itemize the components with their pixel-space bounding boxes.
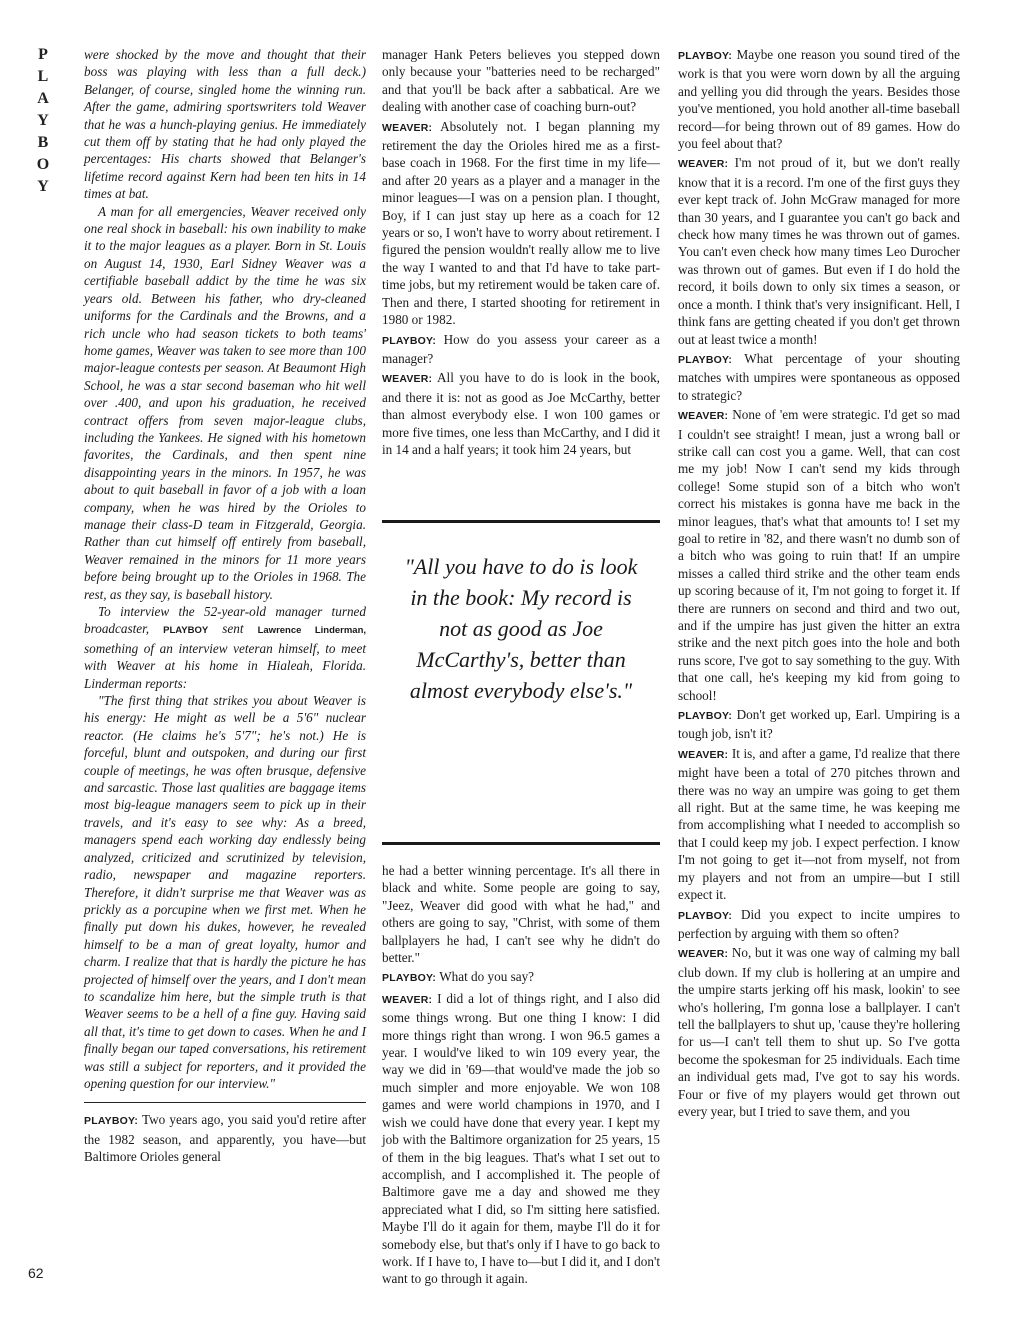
qa-text: None of 'em were strategic. I'd get so mad I couldn't see straight! I mean, just a wrong ball or strike call can cost you a game. Well, that can cost me my job! Now I can't send my kids through college! Some stupid son of a bitch who won't correct his mistakes is gonna have me back in the minor leagues, that's what that amounts to! I set my goal to retire in '82, and there wasn't no dumb son of a bitch who was going to ruin that! If an umpire misses a called third strike and the other team ends up scoring because of it, I'm not going to forget it. If there are runners on second and third and two out, and if the umpire has just given the hitter an extra strike and the next pitch goes into the hole and both runs score, I've got to say something to the guy. With that one call, he's keeping my kid from going to school! xyxy=(678,407,960,703)
speaker-label: WEAVER: xyxy=(678,410,729,423)
intro-text: sent xyxy=(222,621,244,637)
logo-letter: O xyxy=(36,156,50,173)
speaker-label: WEAVER: xyxy=(382,121,433,134)
qa-text: I'm not proud of it, but we don't really know that it is a record. I'm one of the first guys they ever kept track of. John McGraw managed for more than 30 years, and I guarantee you can't go back and check how many times he was thrown out of games. You can't even check how many times Leo Durocher was thrown out of games. But even if I do hold the record, it boils down to only six times a season, or once a month. I think that's very insignificant. Hell, I think fans are getting cheated if you don't get thrown out at least twice a month! xyxy=(678,155,961,347)
interviewer-name: Lawrence Linderman, xyxy=(257,625,367,637)
intro-paragraph: "The first thing that strikes you about Weaver is his energy: He might as well be a 5'6" nuclear reactor. (He claims he's 5'7"; he's not.) He is forceful, blunt and outspoken, and during our first couple of meetings, he was often brusque, defensive and sarcastic. Those last qualities are baggage items most big-league managers seem to pick up in their travels, and it's easy to see why: As a breed, managers spend each working day endlessly being analyzed, criticized and scrutinized by television, radio, newspaper and magazine reporters. Therefore, it didn't surprise me that Weaver was as prickly as a porcupine when we first met. When he finally put down his dukes, however, he revealed himself to be a man of great loyalty, humor and charm. I realize that that is hardly the picture he has projected of himself over the years, and I don't mean to scandalize him here, but the simple truth is that Weaver seems to be a hell of a fine guy. Having said all that, it's time to get down to cases. When he and I finally began our taped conversations, his retirement was still a subject for reporters, and it provided the opening question for our interview." xyxy=(84,693,366,1091)
qa-paragraph xyxy=(382,369,660,458)
qa-paragraph xyxy=(382,990,660,1288)
logo-letter: B xyxy=(37,134,49,151)
logo-letter: P xyxy=(38,46,48,63)
column-2-continued xyxy=(382,862,660,1290)
qa-paragraph xyxy=(84,1111,366,1165)
speaker-label: WEAVER: xyxy=(382,993,433,1006)
speaker-label: PLAYBOY: xyxy=(84,1115,139,1128)
speaker-label: WEAVER: xyxy=(678,158,729,171)
qa-paragraph xyxy=(678,46,960,152)
qa-text: No, but it was one way of calming my ball club down. If my club is hollering at an umpire and the umpire starts jerking off his mask, lookin' to see who's hollering, I'm gonna lose a ballplayer. I can't tell the ballplayers to shut up, 'cause they're hollering for us—I can't tell them to shut up. So I've gotta become the spokesman for 25 individuals. Each time an individual gets mad, I've got to say his words. Four or five of my players would get thrown out every year, but I tried to save them, and you xyxy=(678,945,960,1119)
pull-quote-box xyxy=(382,520,660,845)
interview-intro xyxy=(84,46,366,1092)
qa-text: Did you expect to incite umpires to perfection by arguing with them so often? xyxy=(678,906,960,941)
qa-paragraph xyxy=(678,406,960,704)
intro-paragraph xyxy=(84,603,366,692)
playboy-smallcaps: PLAYBOY xyxy=(163,625,209,637)
logo-letter: Y xyxy=(37,112,49,129)
qa-paragraph xyxy=(678,154,960,347)
qa-text: What do you say? xyxy=(439,969,535,985)
speaker-label: WEAVER: xyxy=(678,948,729,961)
intro-text: something of an interview veteran himself, to meet with Weaver at his home in Hialeah, Florida. Linderman reports: xyxy=(84,640,366,691)
pull-quote-bottom-rule xyxy=(382,842,660,845)
qa-block xyxy=(382,46,660,458)
logo-letter: Y xyxy=(37,178,49,195)
speaker-label: PLAYBOY: xyxy=(678,710,733,723)
qa-text: he had a better winning percentage. It's all there in black and white. Some people are going to say, "Jeez, Weaver did good with what he had," and others are going to say, "Christ, with some of them ballplayers he had, I can't see why he didn't do better." xyxy=(382,863,660,966)
qa-paragraph xyxy=(678,350,960,404)
page-number: 62 xyxy=(28,1265,44,1281)
section-divider xyxy=(84,1102,366,1103)
intro-text: To interview the 52-year-old manager turned broadcaster, xyxy=(84,604,366,637)
qa-text: All you have to do is look in the book, and there it is: not as good as Joe McCarthy, better than almost everybody else. I won 100 games or more five times, one less than McCarthy, and I did it in 14 and a half years; it took him 24 years, but xyxy=(382,370,660,457)
qa-text: Don't get worked up, Earl. Umpiring is a tough job, isn't it? xyxy=(678,707,961,742)
speaker-label: WEAVER: xyxy=(678,748,729,761)
speaker-label: PLAYBOY: xyxy=(382,334,437,347)
speaker-label: PLAYBOY: xyxy=(382,972,437,985)
qa-paragraph xyxy=(382,331,660,368)
column-2 xyxy=(382,46,660,460)
qa-text: Absolutely not. I began planning my retirement the day the Orioles hired me as a first-base coach in 1968. For the first time in my life—and after 20 years as a player and a manager in the minor leagues—I was on a pension plan. I thought, Boy, if I can just stay up here as a coach for 12 years or so, I won't have to worry about retirement. I figured the pension wouldn't really allow me to live the way I wanted to and that I'd have to take part-time jobs, but my retirement would be taken care of. Then and there, I started shooting for retirement in 1980 or 1982. xyxy=(382,118,660,328)
qa-text: Two years ago, you said you'd retire after the 1982 season, and apparently, you have—but Baltimore Orioles general xyxy=(84,1112,366,1165)
qa-text: I did a lot of things right, and I also did some things wrong. But one thing I know: I did more things right than wrong. I won 96.5 games a year. I would've liked to win 109 every year, the way we did in '69—that would've made the job so much simpler and more enjoyable. We won 108 games and were world champions in 1970, and I wish we could have done that every year. I kept my job with the Baltimore organization for 25 years, 15 of them in the big leagues. That's what I set out to accomplish, and I accomplished it. The people of Baltimore gave me a day and showed me they appreciated what I did, so I'm sitting here satisfied. Maybe I'll do it again for them, maybe I'll do it for somebody else, but that's only if I have to go back to work. If I have to, I have to—but I did it, and I don't want to go through it again. xyxy=(382,990,660,1287)
qa-paragraph xyxy=(382,862,660,966)
intro-paragraph: were shocked by the move and thought that their boss was playing with less than a full deck.) Belanger, of course, singled home the winning run. After the game, admiring sportswriters told Weaver that he was a hunch-playing genius. He immediately cut them off by stating that he had only played the percentages: His charts showed that Belanger's lifetime record against Kern had been ten hits in 14 times at bat. xyxy=(84,47,366,202)
qa-paragraph xyxy=(678,706,960,743)
qa-paragraph xyxy=(382,118,660,329)
qa-paragraph xyxy=(678,906,960,943)
column-1 xyxy=(84,46,366,1168)
qa-text: Maybe one reason you sound tired of the work is that you were worn down by all the arguing and yelling you did through the years. Besides those you've mentioned, you hold another all-time baseball record—for being thrown out of 89 games. How do you feel about that? xyxy=(678,47,960,152)
qa-paragraph xyxy=(382,46,660,116)
qa-paragraph xyxy=(678,944,960,1120)
qa-text: How do you assess your career as a manager? xyxy=(382,331,660,366)
qa-text: What percentage of your shouting matches with umpires were spontaneous as opposed to strategic? xyxy=(678,350,961,403)
qa-paragraph xyxy=(678,745,960,904)
magazine-logo-vertical xyxy=(30,44,56,198)
speaker-label: PLAYBOY: xyxy=(678,909,733,922)
qa-block xyxy=(382,862,660,1288)
intro-paragraph: A man for all emergencies, Weaver received only one real shock in baseball: his own inability to make it to the major leagues as a player. Born in St. Louis on August 14, 1930, Earl Sidney Weaver was a certifiable baseball addict by the time he was six years old. Between his father, who dry-cleaned uniforms for the Cardinals and the Browns, and a rich uncle who had season tickets to both teams' home games, Weaver was taken to see more than 100 major-league contests per season. At Beaumont High School, he was a star second baseman who hit well over .400, and upon his graduation, he received contract offers from seven major-league clubs, including the Yankees. He signed with his hometown favorites, the Cardinals, and then spent nine disappointing years in the minors. In 1957, he was about to quit baseball in favor of a job with a loan company, when he was hired by the Orioles to manage their class-D team in Fitzgerald, Georgia. Rather than cut himself off entirely from baseball, Weaver remained in the minors for 11 more years before being brought up to the Orioles in 1968. The rest, as they say, is baseball history. xyxy=(84,203,366,602)
logo-letter: A xyxy=(37,90,49,107)
qa-block xyxy=(84,1111,366,1165)
speaker-label: PLAYBOY: xyxy=(678,353,733,366)
column-3 xyxy=(678,46,960,1122)
speaker-label: WEAVER: xyxy=(382,373,433,386)
speaker-label: PLAYBOY: xyxy=(678,50,733,62)
qa-block xyxy=(678,46,960,1120)
pull-quote: "All you have to do is look in the book: My record is not as good as Joe McCarthy's, better than almost everybody else's." xyxy=(404,554,638,703)
qa-paragraph xyxy=(382,968,660,987)
qa-text: It is, and after a game, I'd realize that there might have been a total of 270 pitches thrown and there was no way an umpire was going to get them all right. But at the same time, he was keeping me from accomplishing what I needed to accomplish so that I could keep my job. I expect perfection. I know I'm not going to get it—not from myself, not from my players and not from an umpire—but I still expect it. xyxy=(678,745,960,903)
qa-text: manager Hank Peters believes you stepped down only because your "batteries need to be recharged" and that you'll be back after a sabbatical. Are we dealing with another case of coaching burn-out? xyxy=(382,47,660,115)
logo-letter: L xyxy=(37,68,49,85)
